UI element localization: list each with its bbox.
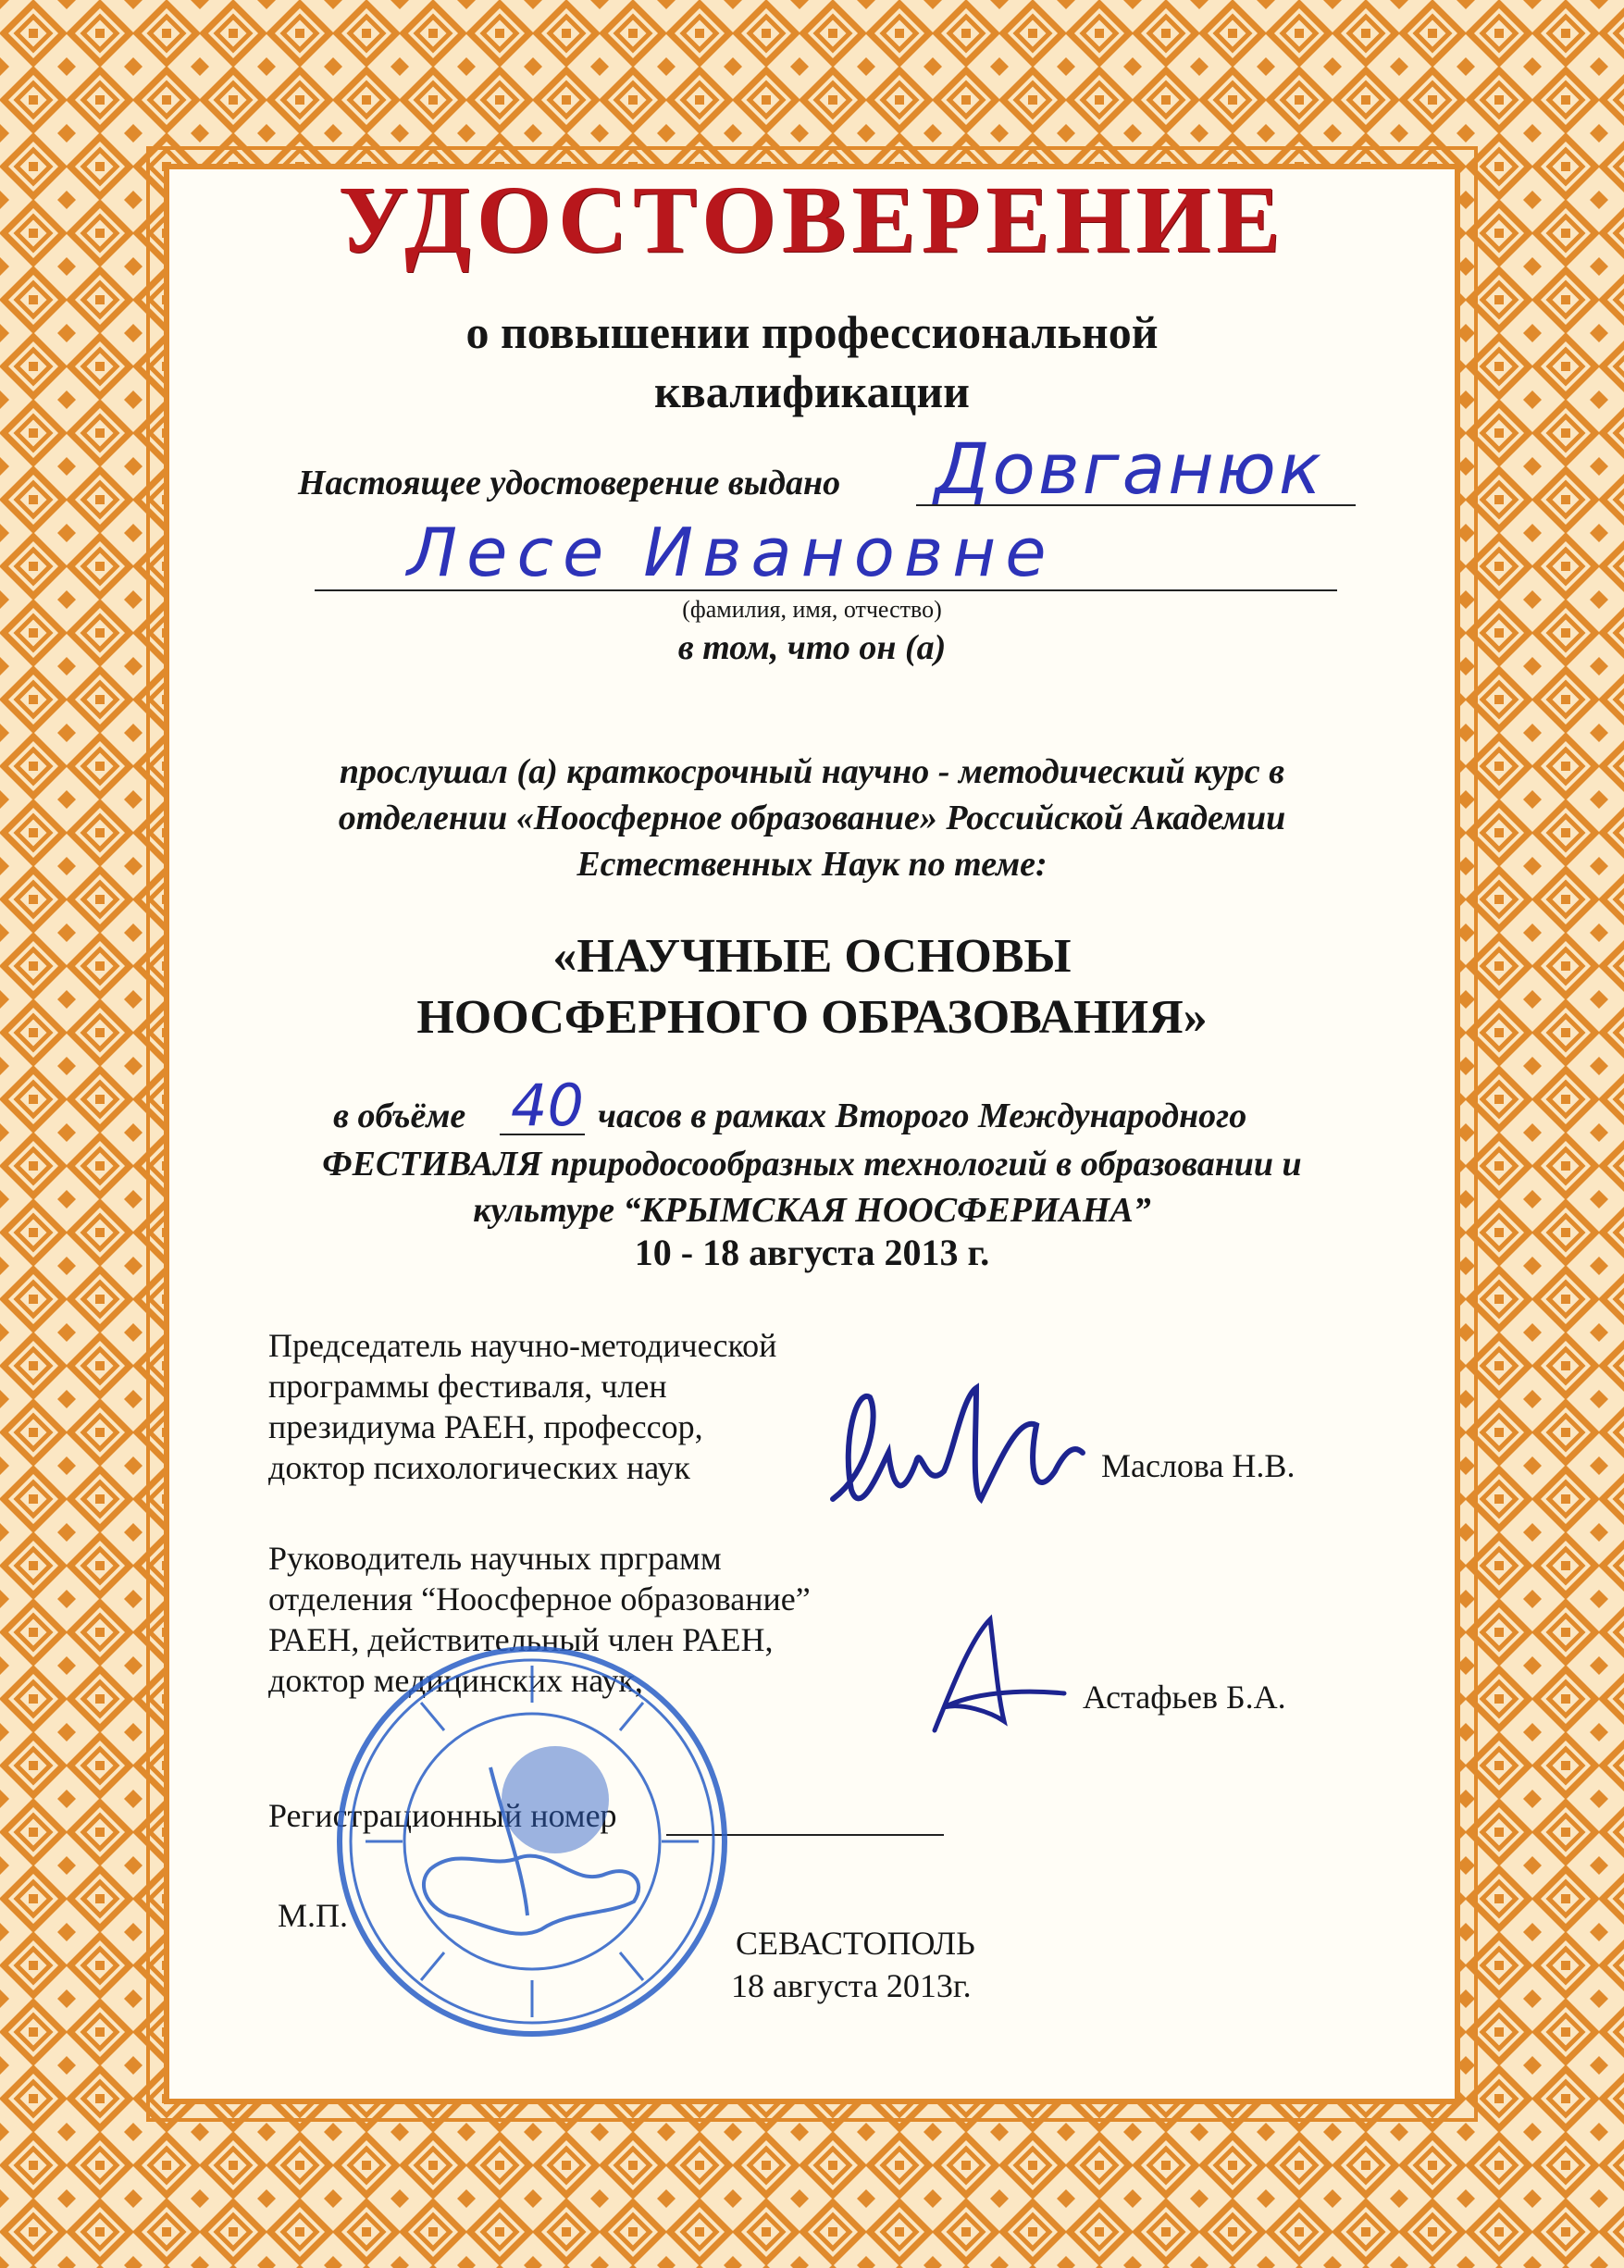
course-line-2: отделении «Ноосферное образование» Российской Академии — [338, 799, 1286, 837]
signatory-1-role-line-2: программы фестиваля, член — [268, 1368, 667, 1405]
handwritten-surname: Довганюк — [935, 428, 1324, 510]
signatory-1-name: Маслова Н.В. — [1101, 1447, 1295, 1484]
city: СЕВАСТОПОЛЬ — [736, 1925, 975, 1962]
handwritten-given-names: Лесе Ивановне — [407, 514, 1056, 591]
course-line-1: прослушал (а) краткосрочный научно - методический курс в — [339, 752, 1285, 791]
signatory-2-role-line-4: доктор медицинских наук, — [268, 1662, 643, 1699]
issued-to-label: Настоящее удостоверение выдано — [298, 464, 841, 502]
subtitle-line-2: квалификации — [654, 366, 970, 417]
signatory-2-role-line-3: РАЕН, действительный член РАЕН, — [268, 1621, 774, 1658]
volume-suffix: часов в рамках Второго Международного — [598, 1097, 1247, 1135]
theme-line-2: НООСФЕРНОГО ОБРАЗОВАНИЯ» — [416, 991, 1208, 1044]
that-label: в том, что он (а) — [677, 628, 947, 667]
handwritten-hours: 40 — [511, 1072, 584, 1139]
signatory-1-role-line-1: Председатель научно-методической — [268, 1327, 777, 1364]
signature-astafyev — [916, 1601, 1083, 1749]
subtitle-line-1: о повышении профессиональной — [465, 306, 1159, 358]
course-line-3: Естественных Наук по теме: — [576, 845, 1048, 884]
festival-line-1: ФЕСТИВАЛЯ природосообразных технологий в образовании и — [322, 1145, 1302, 1184]
signatory-1-role-line-3: президиума РАЕН, профессор, — [268, 1408, 703, 1445]
theme-line-1: «НАУЧНЫЕ ОСНОВЫ — [552, 930, 1072, 983]
certificate-title: УДОСТОВЕРЕНИЕ — [338, 167, 1286, 273]
festival-line-2: культуре “КРЫМСКАЯ НООСФЕРИАНА” — [473, 1191, 1151, 1230]
signature-maslova — [814, 1360, 1120, 1555]
seal-place-label: М.П. — [278, 1897, 349, 1934]
registration-label: Регистрационный номер — [268, 1797, 617, 1834]
festival-dates: 10 - 18 августа 2013 г. — [634, 1232, 990, 1273]
issue-date: 18 августа 2013г. — [731, 1967, 972, 2004]
name-line-2 — [315, 589, 1337, 591]
round-stamp — [329, 1638, 736, 2045]
volume-prefix: в объёме — [333, 1097, 466, 1135]
name-caption: (фамилия, имя, отчество) — [682, 596, 942, 623]
signatory-2-name: Астафьев Б.А. — [1083, 1679, 1286, 1716]
signatory-2-role-line-2: отделения “Ноосферное образование” — [268, 1580, 811, 1617]
signatory-1-role-line-4: доктор психологических наук — [268, 1449, 690, 1486]
signatory-2-role-line-1: Руководитель научных прграмм — [268, 1540, 722, 1577]
signatory-1-role — [268, 1325, 776, 1488]
